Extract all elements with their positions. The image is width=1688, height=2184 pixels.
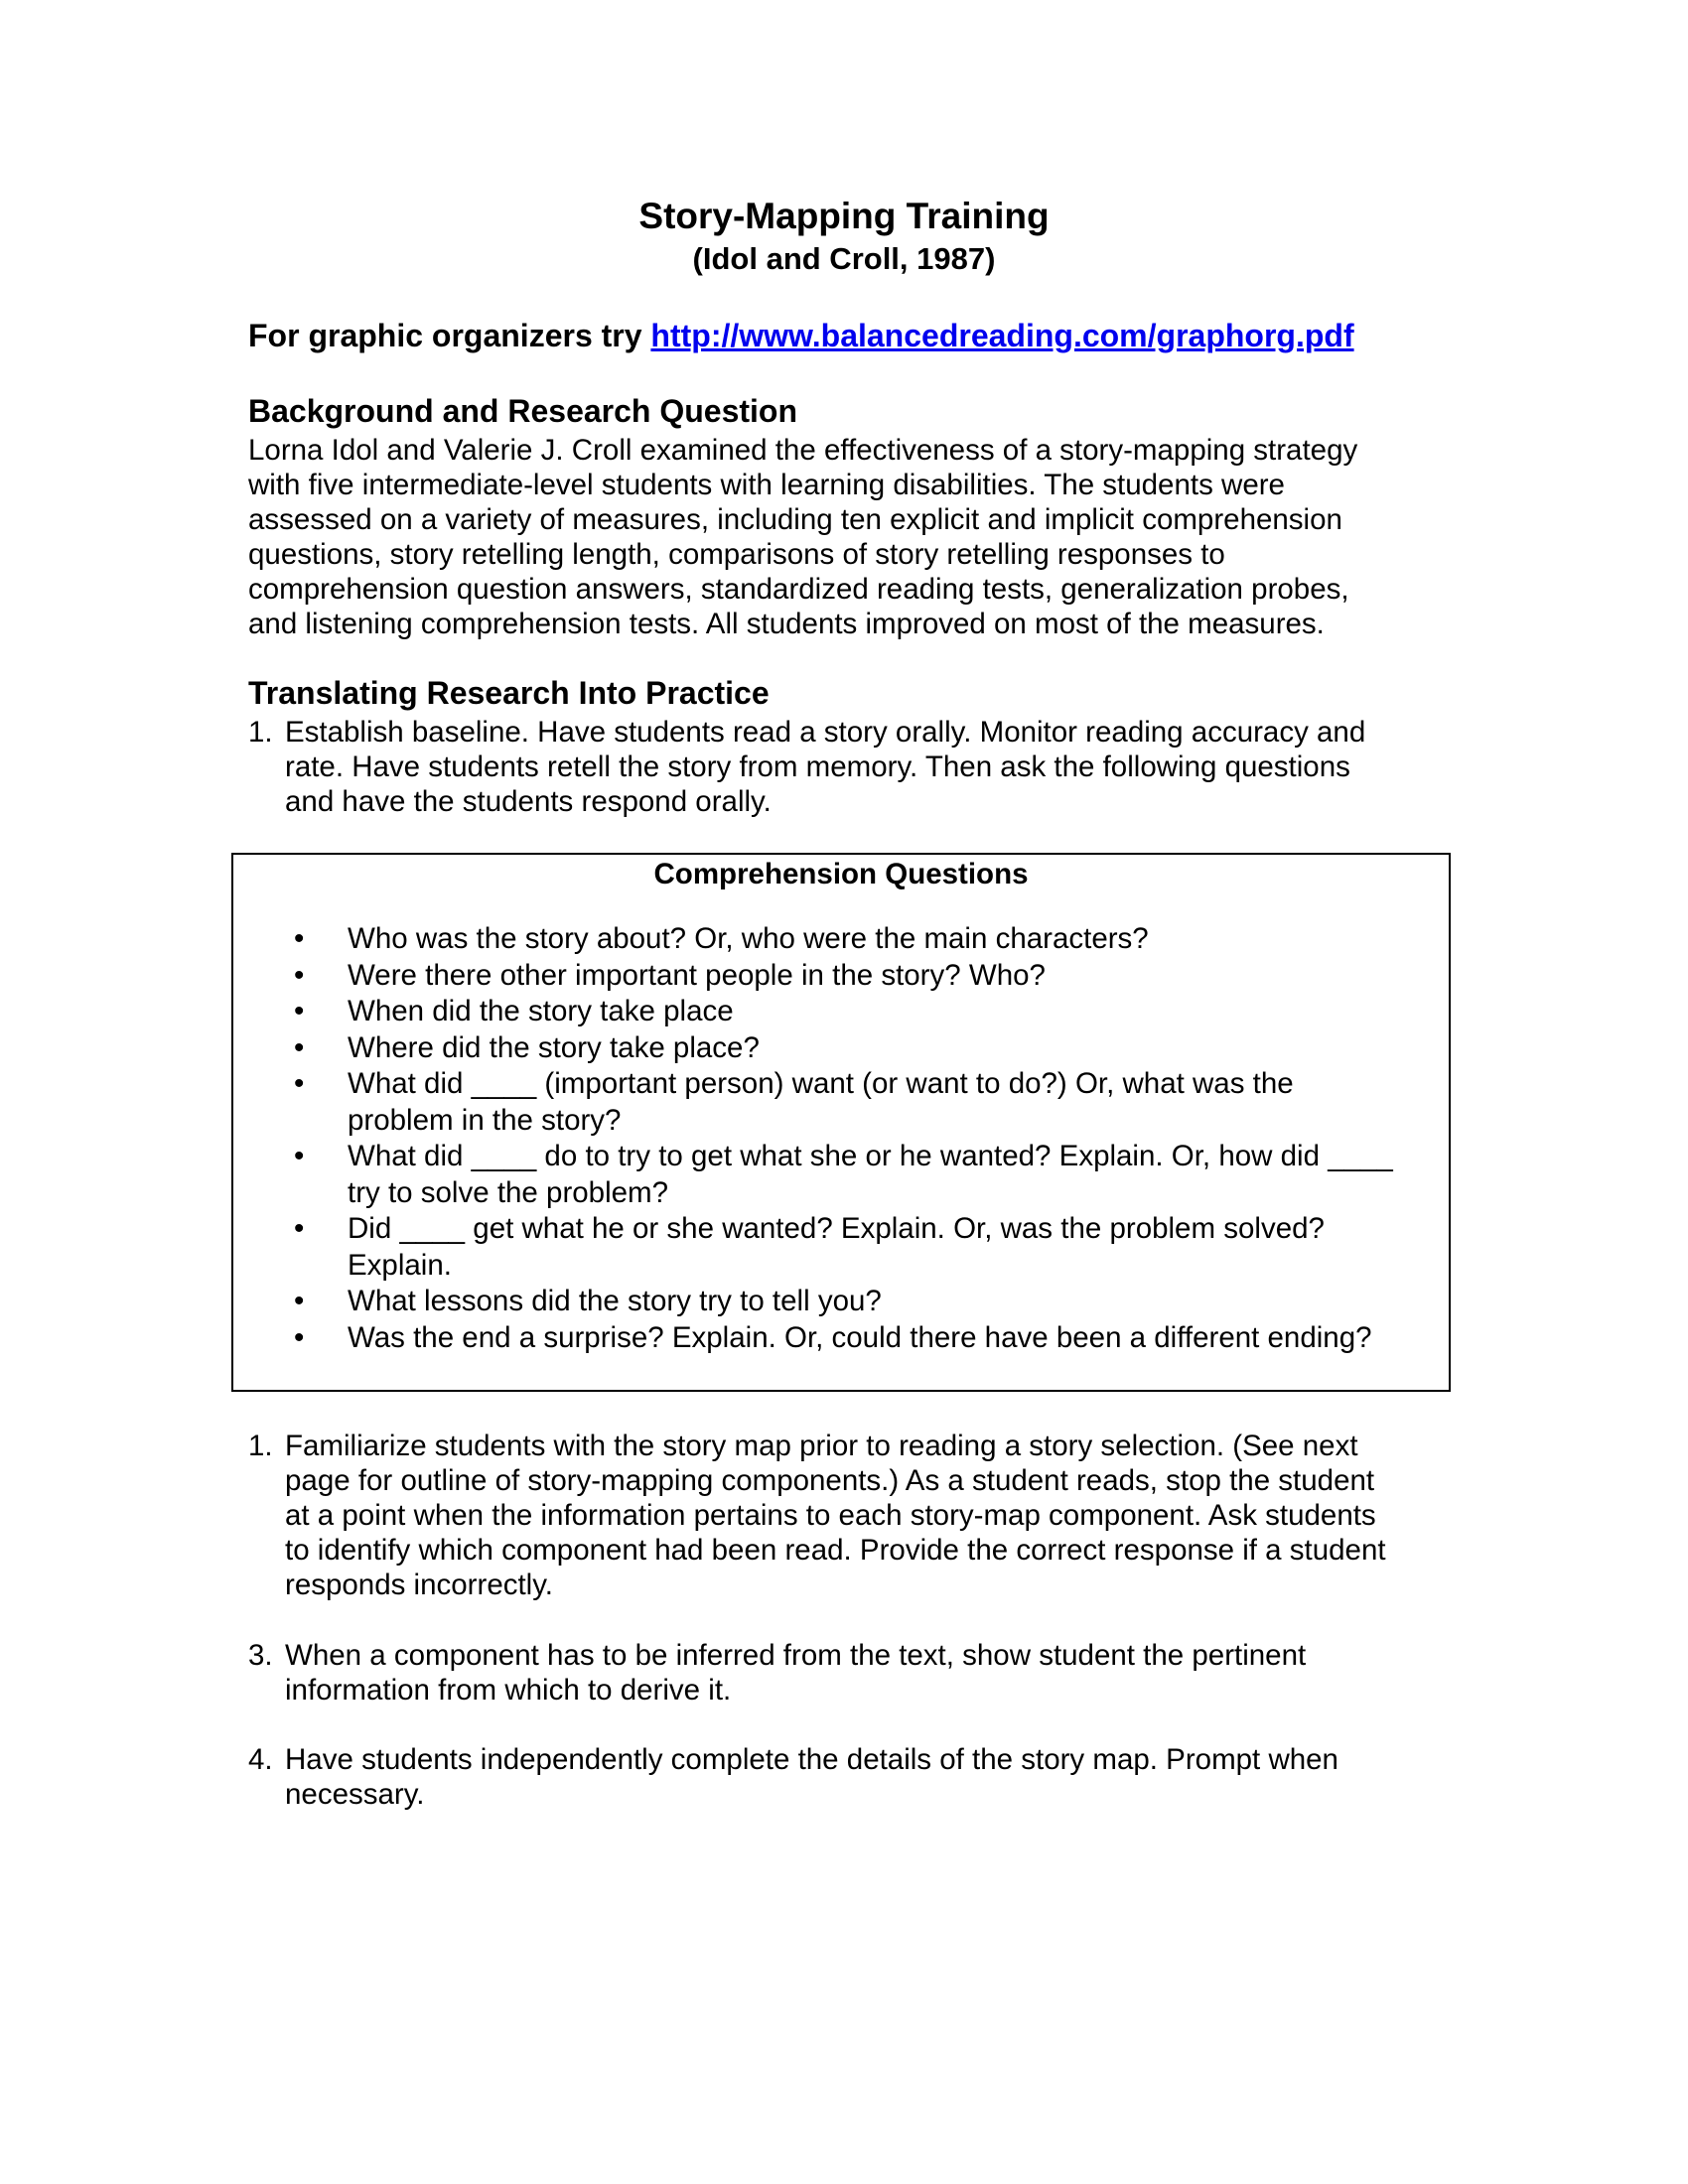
question-text [233, 1030, 1449, 1067]
step-text [285, 1742, 1338, 1812]
paragraph-line: comprehension question answers, standardized reading tests, generalization probes, [248, 573, 1349, 606]
bullet-icon: • [294, 1285, 305, 1317]
question-text [233, 1139, 1449, 1211]
question-text [233, 1211, 1449, 1284]
bullet-icon: • [294, 1030, 305, 1064]
question-item [233, 958, 1449, 995]
step-line: information from which to derive it. [285, 1674, 732, 1706]
step-line: Establish baseline. Have students read a story orally. Monitor reading accuracy and [285, 716, 1366, 749]
question-line: Was the end a surprise? Explain. Or, could there have been a different ending? [348, 1320, 1372, 1354]
page-subtitle: (Idol and Croll, 1987) [692, 241, 996, 276]
bullet-icon: • [294, 1140, 305, 1172]
question-line: try to solve the problem? [348, 1175, 669, 1209]
step-text [285, 1638, 1306, 1707]
question-item [233, 1284, 1449, 1320]
question-text [233, 1284, 1449, 1320]
paragraph-line: assessed on a variety of measures, including ten explicit and implicit comprehension [248, 503, 1342, 536]
step-line: necessary. [285, 1778, 425, 1811]
background-heading: Background and Research Question [248, 393, 798, 429]
question-line: What did ____ do to try to get what she or he wanted? Explain. Or, how did ____ [348, 1140, 1393, 1172]
practice-heading: Translating Research Into Practice [248, 675, 770, 711]
graphic-organizers-link[interactable]: http://www.balancedreading.com/graphorg.pdf [650, 318, 1354, 353]
comprehension-questions-box [231, 853, 1451, 1392]
paragraph-line: and listening comprehension tests. All students improved on most of the measures. [248, 608, 1325, 640]
page-title: Story-Mapping Training [638, 196, 1050, 236]
question-line: Did ____ get what he or she wanted? Explain. Or, was the problem solved? [348, 1212, 1325, 1245]
step-line: and have the students respond orally. [285, 785, 772, 818]
bullet-icon: • [294, 1067, 305, 1100]
step-text [285, 1429, 1386, 1602]
step-number: 4. [248, 1743, 273, 1776]
question-line: What lessons did the story try to tell you? [348, 1285, 882, 1317]
graphic-organizers-label: For graphic organizers try [248, 318, 642, 353]
question-line: Where did the story take place? [348, 1030, 760, 1064]
question-text [233, 994, 1449, 1030]
paragraph-line: questions, story retelling length, comparisons of story retelling responses to [248, 538, 1225, 571]
question-line: Were there other important people in the story? Who? [348, 958, 1046, 992]
comprehension-questions-list [233, 921, 1449, 1356]
step-number: 1. [248, 716, 273, 749]
step-line: When a component has to be inferred from the text, show student the pertinent [285, 1639, 1307, 1672]
question-line: What did ____ (important person) want (or want to do?) Or, what was the [348, 1067, 1294, 1100]
step-number: 3. [248, 1639, 273, 1672]
question-text [233, 958, 1449, 995]
step-line: responds incorrectly. [285, 1569, 553, 1601]
step-line: Have students independently complete the details of the story map. Prompt when [285, 1743, 1338, 1776]
question-text [233, 1066, 1449, 1139]
step-line: at a point when the information pertains to each story-map component. Ask students [285, 1499, 1376, 1532]
question-item [233, 1320, 1449, 1357]
bullet-icon: • [294, 995, 305, 1027]
bullet-icon: • [294, 958, 305, 992]
question-item [233, 921, 1449, 958]
question-item [233, 1030, 1449, 1067]
question-text [233, 921, 1449, 958]
question-line: When did the story take place [348, 995, 734, 1027]
question-item [233, 1066, 1449, 1139]
step-line: to identify which component had been read. Provide the correct response if a student [285, 1534, 1386, 1567]
question-item [233, 994, 1449, 1030]
step-line: Familiarize students with the story map prior to reading a story selection. (See next [285, 1430, 1358, 1462]
question-item [233, 1139, 1449, 1211]
question-item [233, 1211, 1449, 1284]
question-text [233, 1320, 1449, 1357]
paragraph-line: with five intermediate-level students with learning disabilities. The students were [248, 469, 1285, 501]
background-paragraph [248, 433, 1460, 641]
graphic-organizers-line [248, 316, 1354, 355]
step-line: page for outline of story-mapping components.) As a student reads, stop the student [285, 1464, 1375, 1497]
paragraph-line: Lorna Idol and Valerie J. Croll examined the effectiveness of a story-mapping strategy [248, 434, 1358, 467]
bullet-icon: • [294, 922, 305, 955]
comprehension-questions-title: Comprehension Questions [653, 858, 1029, 890]
step-line: rate. Have students retell the story from memory. Then ask the following questions [285, 751, 1350, 783]
bullet-icon: • [294, 1212, 305, 1245]
step-text [285, 715, 1365, 819]
question-line: Explain. [348, 1248, 452, 1282]
question-line: Who was the story about? Or, who were the main characters? [348, 922, 1149, 955]
step-number: 1. [248, 1430, 273, 1462]
bullet-icon: • [294, 1320, 305, 1354]
question-line: problem in the story? [348, 1103, 622, 1137]
